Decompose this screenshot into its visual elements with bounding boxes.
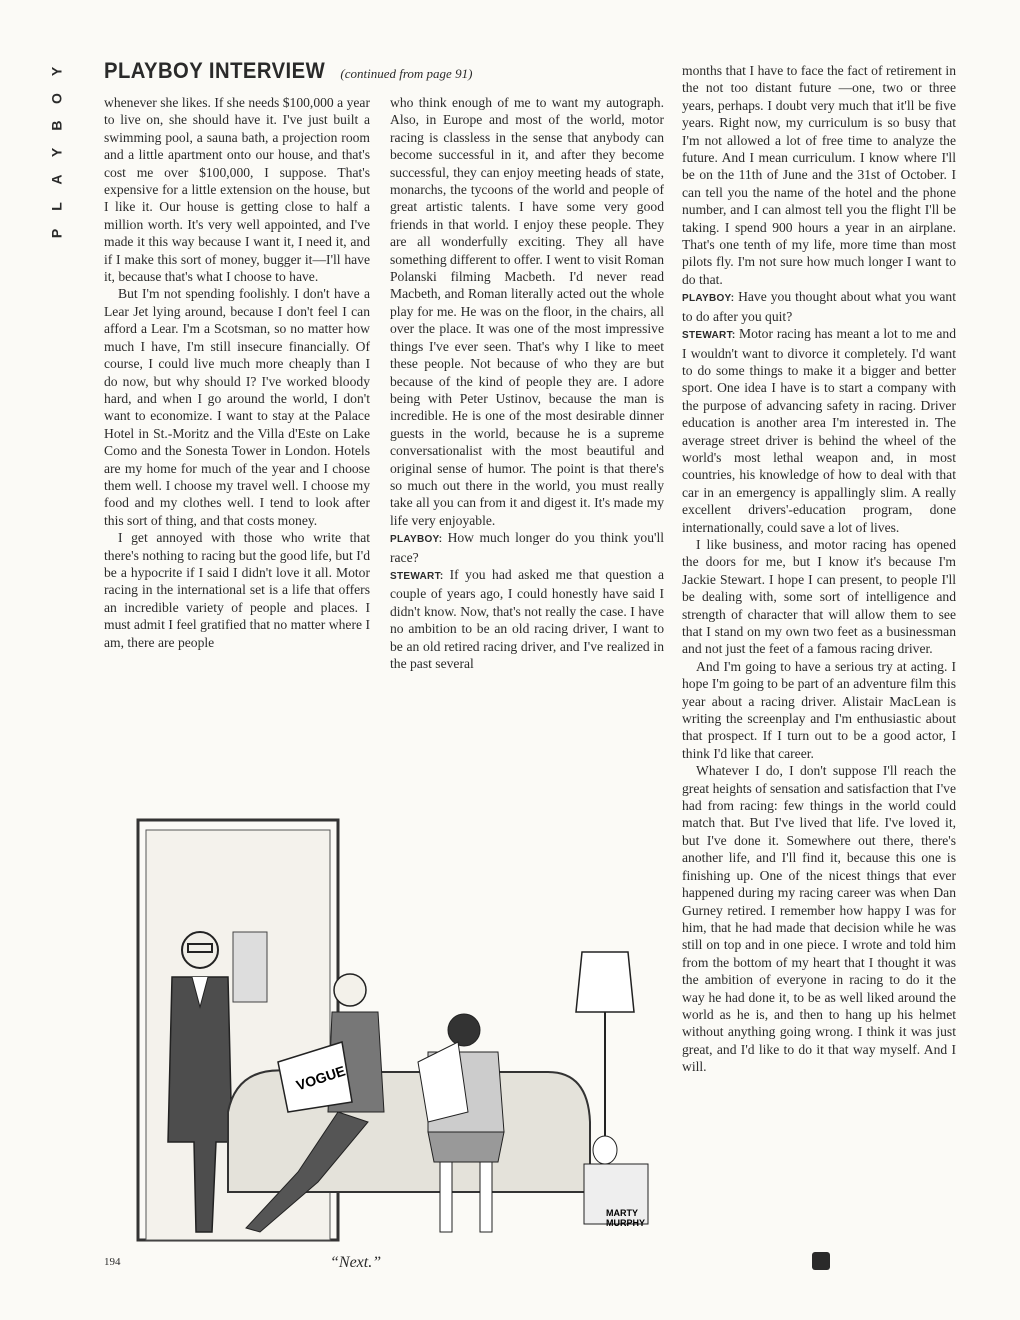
paragraph: who think enough of me to want my autograph. Also, in Europe and most of the world, motor racing is classless in the sense that anybody can become successful in it, and after they become successful, they can enjoy meeting heads of state, monarchs, the tycoons of the world and people of great artistic talents. I have some very good friends in that world. I enjoy these people. They are all wonderfully exciting. They all have something different to offer. I went to visit Roman Polanski filming Macbeth. I'd never read Macbeth, and Roman literally acted out the whole play for me. He was on the floor, in the chairs, all over the place. It was one of the most impressive things I've ever seen. That's why I like to meet these people. Not because of who they are but because of the kind of people they are. I adore being with Peter Ustinov, because the man is incredible. He is one of the most desirable dinner guests in the world, because he is a supreme conversationalist with the most beautiful and original sense of humor. The point is that there's so much out there in the world, you must really take all you can from it and digest it. It's made my life very enjoyable. bbox=[390, 95, 664, 528]
page-number: 194 bbox=[104, 1256, 121, 1268]
seated-woman-reading bbox=[418, 1014, 504, 1232]
paragraph: I get annoyed with those who write that there's nothing to racing but the good life, but I'd be a hypocrite if I said I didn't love it all. Motor racing in the international set is a life that offers an incredible variety of people and places. I must admit I feel gratified that no matter where I am, there are people bbox=[104, 530, 370, 650]
paragraph: And I'm going to have a serious try at acting. I hope I'm going to be part of an adventure film this year about a racing driver. Alistair MacLean is writing the screenplay and I'm enthusiastic about that prospect. If I turn out to be a good actor, I think I'd like that career. bbox=[682, 658, 956, 761]
question-paragraph: PLAYBOY: Have you thought about what you want to do after you quit? bbox=[682, 289, 956, 324]
text-column-3 bbox=[682, 62, 956, 1076]
page-header bbox=[104, 58, 664, 90]
speaker-tag: STEWART: bbox=[682, 330, 740, 342]
artist-signature: MARTY bbox=[606, 1208, 638, 1218]
paragraph: Whatever I do, I don't suppose I'll reach the great heights of sensation and satisfaction that I've had from racing: few things in the world could match that. But I've lived that life. I've loved it, but I've done it. Somewhere out there, there's another life, and I'll find it, because this one is finishing up. One of the nicest things that ever happened during my racing career was when Dan Gurney retired. I remember how happy I was for him, that he had made that decision while he was still on top and in one piece. I wrote and told him from the bottom of my heart that I thought it was the ambition of everyone in racing to do it the way he had done it, to be as well liked around the world as he is, and then to hang up his helmet without anything going wrong. I think it was just great, and I'd like to do it that way myself. And I will. bbox=[682, 763, 956, 1075]
paragraph: I like business, and motor racing has opened the doors for me, but I know it's because I'm Jackie Stewart. I hope I can present, to people I'll be dealing with, some sort of intelligence and strength of character that will allow them to see that I stand on my own two feet as a businessman and not just the feet of a famous racing driver. bbox=[682, 536, 956, 657]
side-brand bbox=[48, 58, 66, 247]
cartoon-caption: “Next.” bbox=[330, 1254, 382, 1271]
rabbit-logo-icon bbox=[812, 1252, 830, 1270]
answer-paragraph: STEWART: If you had asked me that question a couple of years ago, I could honestly have said I didn't know. Now, that's not really the case. I have no ambition to be an old racing driver, I want to be an old retired racing driver, and I've realized in the past several bbox=[390, 566, 664, 671]
side-brand-letter: O bbox=[48, 93, 65, 104]
text-column-2 bbox=[390, 94, 664, 672]
paragraph: But I'm not spending foolishly. I don't have a Lear Jet lying around, because I don't feel I can afford a Lear. I'm a Scotsman, so no matter how much I have, I'm still insecure financially. Of course, I could live much more cheaply than I do now, but why should I? I've worked bloody hard, and when I go around the world, I don't want to economize. I want to stay at the Palace Hotel in St.-Moritz and the Villa d'Este on Lake Como and the Sonesta Tower in London. Hotels are my home for much of the year and I choose them well. I choose my travel well. I choose my food and my clothes well. I tend to look after this sort of thing, and that costs money. bbox=[104, 286, 370, 528]
side-brand-letter: A bbox=[48, 174, 65, 185]
text-column-1 bbox=[104, 94, 370, 651]
cartoon-illustration bbox=[128, 812, 658, 1252]
answer-paragraph: STEWART: Motor racing has meant a lot to me and I wouldn't want to divorce it completely. I'd want to do some things to make it a bigger and better sport. One idea I have is to start a company with the purpose of advancing safety in racing. Driver education is another area I'm interested in. The average street driver is behind the wheel of the world's most lethal weapon and, in most countries, his knowledge of how to deal with that car in an emergency is appallingly slim. A really excellent drivers'-education program, done internationally, could save a lot of lives. bbox=[682, 326, 956, 535]
artist-signature: MURPHY bbox=[606, 1218, 646, 1228]
side-brand-letter: Y bbox=[48, 66, 65, 77]
wall-picture bbox=[233, 932, 267, 1002]
paragraph: whenever she likes. If she needs $100,000 a year to live on, she should have it. I've just built a swimming pool, a sauna bath, a projection room and a little apartment onto our house, and that's cost me over $100,000, I suppose. That's expensive for a little extension on the house, but I like it. Our house is getting close to half a million worth. It's very well appointed, and I've made it this way because I want it, I need it, and if I make this sort of money, bugger it—I'll have it, because that's what I choose to have. bbox=[104, 95, 370, 285]
speaker-tag: STEWART: bbox=[390, 570, 450, 582]
paragraph: months that I have to face the fact of retirement in the not too distant future —one, two or three years, perhaps. I doubt very much that it'll be five years. Right now, my curriculum is so busy that I'm not allowed a lot of free time to analyze the future. And I mean curriculum. I know where I'll be on the 11th of June and the 31st of October. I can tell you the name of the hotel and the phone number, and I can almost tell you the flight I'll be taking. I spend 900 hours a year in an airplane. That's one tenth of my life, more time than most pilots fly. I'm not sure how much longer I want to do that. bbox=[682, 63, 956, 287]
continued-note: (continued from page 91) bbox=[340, 66, 473, 81]
side-brand-letter: L bbox=[48, 202, 65, 211]
page-title: PLAYBOY INTERVIEW bbox=[104, 58, 326, 83]
speaker-tag: PLAYBOY: bbox=[682, 293, 739, 305]
speaker-tag: PLAYBOY: bbox=[390, 534, 448, 546]
couch bbox=[228, 1070, 590, 1192]
side-brand-letter: Y bbox=[48, 147, 65, 158]
magazine-title: VOGUE bbox=[294, 1062, 348, 1094]
question-paragraph: PLAYBOY: How much longer do you think you'll race? bbox=[390, 530, 664, 565]
side-brand-letter: P bbox=[48, 228, 65, 239]
side-brand-letter: B bbox=[48, 120, 65, 131]
